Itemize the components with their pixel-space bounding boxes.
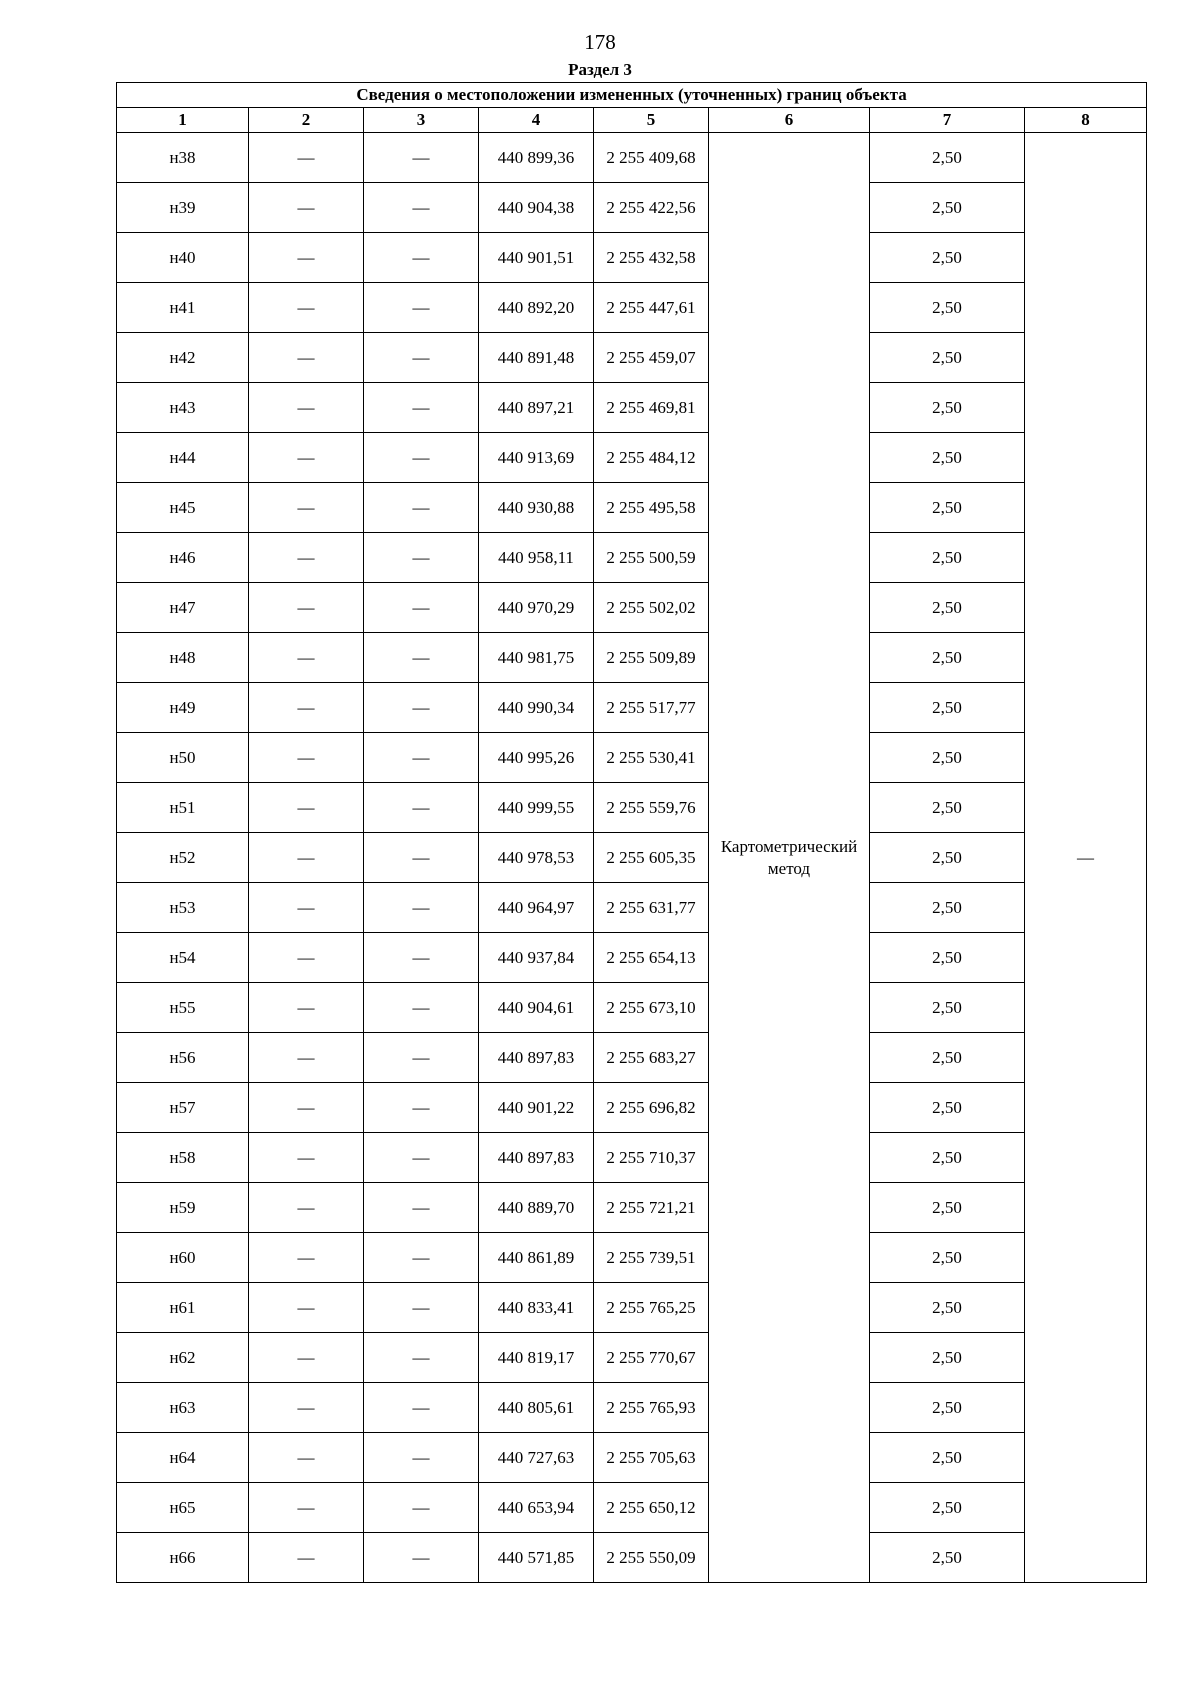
point-name-cell: н53 — [117, 883, 249, 933]
table-row — [117, 783, 1147, 833]
x-coordinate-cell: 440 889,70 — [479, 1183, 594, 1233]
column-3-cell: — — [364, 683, 479, 733]
y-coordinate-cell: 2 255 650,12 — [594, 1483, 709, 1533]
accuracy-cell: 2,50 — [870, 1533, 1025, 1583]
point-name-cell: н63 — [117, 1383, 249, 1433]
column-3-cell: — — [364, 1433, 479, 1483]
accuracy-cell: 2,50 — [870, 383, 1025, 433]
column-2-cell: — — [249, 483, 364, 533]
y-coordinate-cell: 2 255 673,10 — [594, 983, 709, 1033]
column-2-cell: — — [249, 1333, 364, 1383]
column-2-cell: — — [249, 883, 364, 933]
column-2-cell: — — [249, 133, 364, 183]
table-row — [117, 183, 1147, 233]
table-row — [117, 683, 1147, 733]
column-3-cell: — — [364, 1383, 479, 1433]
table-row — [117, 1333, 1147, 1383]
x-coordinate-cell: 440 653,94 — [479, 1483, 594, 1533]
point-name-cell: н58 — [117, 1133, 249, 1183]
x-coordinate-cell: 440 891,48 — [479, 333, 594, 383]
accuracy-cell: 2,50 — [870, 833, 1025, 883]
table-row — [117, 133, 1147, 183]
point-name-cell: н43 — [117, 383, 249, 433]
column-number-5: 5 — [594, 108, 709, 133]
column-3-cell: — — [364, 933, 479, 983]
table-row — [117, 333, 1147, 383]
page-number: 178 — [584, 30, 616, 54]
point-name-cell: н52 — [117, 833, 249, 883]
column-2-cell: — — [249, 283, 364, 333]
column-2-cell: — — [249, 733, 364, 783]
column-2-cell: — — [249, 1233, 364, 1283]
accuracy-cell: 2,50 — [870, 983, 1025, 1033]
column-3-cell: — — [364, 1533, 479, 1583]
table-row — [117, 983, 1147, 1033]
column-3-cell: — — [364, 1283, 479, 1333]
x-coordinate-cell: 440 901,22 — [479, 1083, 594, 1133]
y-coordinate-cell: 2 255 459,07 — [594, 333, 709, 383]
column-number-3: 3 — [364, 108, 479, 133]
x-coordinate-cell: 440 995,26 — [479, 733, 594, 783]
column-number-8: 8 — [1025, 108, 1147, 133]
y-coordinate-cell: 2 255 739,51 — [594, 1233, 709, 1283]
point-name-cell: н66 — [117, 1533, 249, 1583]
point-name-cell: н48 — [117, 633, 249, 683]
x-coordinate-cell: 440 901,51 — [479, 233, 594, 283]
table-row — [117, 383, 1147, 433]
point-name-cell: н62 — [117, 1333, 249, 1383]
column-number-row — [117, 108, 1147, 133]
column-2-cell: — — [249, 583, 364, 633]
accuracy-cell: 2,50 — [870, 1333, 1025, 1383]
table-row — [117, 883, 1147, 933]
x-coordinate-cell: 440 904,38 — [479, 183, 594, 233]
column-number-6: 6 — [709, 108, 870, 133]
accuracy-cell: 2,50 — [870, 283, 1025, 333]
point-name-cell: н38 — [117, 133, 249, 183]
column-3-cell: — — [364, 1083, 479, 1133]
column-2-cell: — — [249, 433, 364, 483]
boundary-table — [116, 82, 1147, 1583]
x-coordinate-cell: 440 978,53 — [479, 833, 594, 883]
y-coordinate-cell: 2 255 422,56 — [594, 183, 709, 233]
column-2-cell: — — [249, 783, 364, 833]
column-3-cell: — — [364, 383, 479, 433]
column-2-cell: — — [249, 633, 364, 683]
column-3-cell: — — [364, 483, 479, 533]
column-2-cell: — — [249, 233, 364, 283]
accuracy-cell: 2,50 — [870, 533, 1025, 583]
column-2-cell: — — [249, 833, 364, 883]
column-2-cell: — — [249, 683, 364, 733]
column-3-cell: — — [364, 433, 479, 483]
point-name-cell: н50 — [117, 733, 249, 783]
column-3-cell: — — [364, 133, 479, 183]
column-3-cell: — — [364, 233, 479, 283]
table-row — [117, 1483, 1147, 1533]
x-coordinate-cell: 440 990,34 — [479, 683, 594, 733]
table-row — [117, 1133, 1147, 1183]
accuracy-cell: 2,50 — [870, 1483, 1025, 1533]
y-coordinate-cell: 2 255 550,09 — [594, 1533, 709, 1583]
accuracy-cell: 2,50 — [870, 783, 1025, 833]
column-2-cell: — — [249, 1483, 364, 1533]
table-row — [117, 833, 1147, 883]
y-coordinate-cell: 2 255 530,41 — [594, 733, 709, 783]
section-title: Раздел 3 — [568, 60, 632, 79]
accuracy-cell: 2,50 — [870, 1283, 1025, 1333]
column-number-7: 7 — [870, 108, 1025, 133]
x-coordinate-cell: 440 970,29 — [479, 583, 594, 633]
column-3-cell: — — [364, 333, 479, 383]
table-row — [117, 633, 1147, 683]
y-coordinate-cell: 2 255 696,82 — [594, 1083, 709, 1133]
x-coordinate-cell: 440 937,84 — [479, 933, 594, 983]
x-coordinate-cell: 440 861,89 — [479, 1233, 594, 1283]
point-name-cell: н59 — [117, 1183, 249, 1233]
column-3-cell: — — [364, 783, 479, 833]
column-3-cell: — — [364, 1483, 479, 1533]
x-coordinate-cell: 440 819,17 — [479, 1333, 594, 1383]
y-coordinate-cell: 2 255 509,89 — [594, 633, 709, 683]
y-coordinate-cell: 2 255 409,68 — [594, 133, 709, 183]
accuracy-cell: 2,50 — [870, 883, 1025, 933]
point-name-cell: н39 — [117, 183, 249, 233]
x-coordinate-cell: 440 805,61 — [479, 1383, 594, 1433]
point-name-cell: н41 — [117, 283, 249, 333]
y-coordinate-cell: 2 255 765,93 — [594, 1383, 709, 1433]
point-name-cell: н42 — [117, 333, 249, 383]
x-coordinate-cell: 440 981,75 — [479, 633, 594, 683]
method-cell: Картометрический метод — [709, 133, 870, 1583]
accuracy-cell: 2,50 — [870, 1433, 1025, 1483]
column-2-cell: — — [249, 1433, 364, 1483]
accuracy-cell: 2,50 — [870, 933, 1025, 983]
accuracy-cell: 2,50 — [870, 1233, 1025, 1283]
y-coordinate-cell: 2 255 605,35 — [594, 833, 709, 883]
x-coordinate-cell: 440 571,85 — [479, 1533, 594, 1583]
column-3-cell: — — [364, 583, 479, 633]
x-coordinate-cell: 440 999,55 — [479, 783, 594, 833]
point-name-cell: н60 — [117, 1233, 249, 1283]
column-2-cell: — — [249, 933, 364, 983]
table-body — [117, 133, 1147, 1583]
column-2-cell: — — [249, 383, 364, 433]
accuracy-cell: 2,50 — [870, 633, 1025, 683]
column-2-cell: — — [249, 1533, 364, 1583]
table-row — [117, 233, 1147, 283]
point-name-cell: н49 — [117, 683, 249, 733]
point-name-cell: н54 — [117, 933, 249, 983]
accuracy-cell: 2,50 — [870, 1183, 1025, 1233]
table-row — [117, 283, 1147, 333]
accuracy-cell: 2,50 — [870, 333, 1025, 383]
column-2-cell: — — [249, 333, 364, 383]
column-3-cell: — — [364, 833, 479, 883]
accuracy-cell: 2,50 — [870, 1383, 1025, 1433]
point-name-cell: н65 — [117, 1483, 249, 1533]
column-3-cell: — — [364, 983, 479, 1033]
table-row — [117, 1083, 1147, 1133]
column-number-4: 4 — [479, 108, 594, 133]
column-2-cell: — — [249, 533, 364, 583]
accuracy-cell: 2,50 — [870, 433, 1025, 483]
table-row — [117, 1183, 1147, 1233]
x-coordinate-cell: 440 833,41 — [479, 1283, 594, 1333]
column-3-cell: — — [364, 1233, 479, 1283]
x-coordinate-cell: 440 897,83 — [479, 1033, 594, 1083]
accuracy-cell: 2,50 — [870, 483, 1025, 533]
table-row — [117, 1383, 1147, 1433]
y-coordinate-cell: 2 255 447,61 — [594, 283, 709, 333]
accuracy-cell: 2,50 — [870, 1133, 1025, 1183]
x-coordinate-cell: 440 899,36 — [479, 133, 594, 183]
column-3-cell: — — [364, 1333, 479, 1383]
table-row — [117, 933, 1147, 983]
y-coordinate-cell: 2 255 559,76 — [594, 783, 709, 833]
y-coordinate-cell: 2 255 484,12 — [594, 433, 709, 483]
y-coordinate-cell: 2 255 654,13 — [594, 933, 709, 983]
point-name-cell: н56 — [117, 1033, 249, 1083]
column-2-cell: — — [249, 1283, 364, 1333]
accuracy-cell: 2,50 — [870, 133, 1025, 183]
column-2-cell: — — [249, 1383, 364, 1433]
column-3-cell: — — [364, 1033, 479, 1083]
column-2-cell: — — [249, 183, 364, 233]
accuracy-cell: 2,50 — [870, 1033, 1025, 1083]
accuracy-cell: 2,50 — [870, 183, 1025, 233]
point-name-cell: н64 — [117, 1433, 249, 1483]
table-row — [117, 483, 1147, 533]
table-caption: Сведения о местоположении измененных (уточненных) границ объекта — [117, 83, 1147, 108]
table-row — [117, 1283, 1147, 1333]
point-name-cell: н57 — [117, 1083, 249, 1133]
table-row — [117, 1533, 1147, 1583]
y-coordinate-cell: 2 255 500,59 — [594, 533, 709, 583]
accuracy-cell: 2,50 — [870, 1083, 1025, 1133]
column-3-cell: — — [364, 883, 479, 933]
column-number-2: 2 — [249, 108, 364, 133]
column-2-cell: — — [249, 1083, 364, 1133]
table-row — [117, 733, 1147, 783]
point-name-cell: н40 — [117, 233, 249, 283]
table-row — [117, 433, 1147, 483]
x-coordinate-cell: 440 904,61 — [479, 983, 594, 1033]
table-row — [117, 1033, 1147, 1083]
y-coordinate-cell: 2 255 517,77 — [594, 683, 709, 733]
y-coordinate-cell: 2 255 631,77 — [594, 883, 709, 933]
column-3-cell: — — [364, 1183, 479, 1233]
column-2-cell: — — [249, 983, 364, 1033]
y-coordinate-cell: 2 255 469,81 — [594, 383, 709, 433]
x-coordinate-cell: 440 897,83 — [479, 1133, 594, 1183]
accuracy-cell: 2,50 — [870, 733, 1025, 783]
x-coordinate-cell: 440 727,63 — [479, 1433, 594, 1483]
accuracy-cell: 2,50 — [870, 683, 1025, 733]
y-coordinate-cell: 2 255 721,21 — [594, 1183, 709, 1233]
x-coordinate-cell: 440 897,21 — [479, 383, 594, 433]
y-coordinate-cell: 2 255 432,58 — [594, 233, 709, 283]
table-row — [117, 533, 1147, 583]
point-name-cell: н61 — [117, 1283, 249, 1333]
table-row — [117, 1233, 1147, 1283]
table-row — [117, 583, 1147, 633]
column-3-cell: — — [364, 183, 479, 233]
point-name-cell: н55 — [117, 983, 249, 1033]
x-coordinate-cell: 440 958,11 — [479, 533, 594, 583]
y-coordinate-cell: 2 255 770,67 — [594, 1333, 709, 1383]
column-3-cell: — — [364, 733, 479, 783]
column-3-cell: — — [364, 633, 479, 683]
column-2-cell: — — [249, 1033, 364, 1083]
column-3-cell: — — [364, 533, 479, 583]
y-coordinate-cell: 2 255 683,27 — [594, 1033, 709, 1083]
point-name-cell: н45 — [117, 483, 249, 533]
table-row — [117, 1433, 1147, 1483]
point-name-cell: н47 — [117, 583, 249, 633]
y-coordinate-cell: 2 255 495,58 — [594, 483, 709, 533]
accuracy-cell: 2,50 — [870, 233, 1025, 283]
column-number-1: 1 — [117, 108, 249, 133]
point-name-cell: н51 — [117, 783, 249, 833]
x-coordinate-cell: 440 964,97 — [479, 883, 594, 933]
y-coordinate-cell: 2 255 765,25 — [594, 1283, 709, 1333]
x-coordinate-cell: 440 913,69 — [479, 433, 594, 483]
point-name-cell: н46 — [117, 533, 249, 583]
x-coordinate-cell: 440 930,88 — [479, 483, 594, 533]
x-coordinate-cell: 440 892,20 — [479, 283, 594, 333]
column-2-cell: — — [249, 1183, 364, 1233]
y-coordinate-cell: 2 255 710,37 — [594, 1133, 709, 1183]
column-2-cell: — — [249, 1133, 364, 1183]
point-name-cell: н44 — [117, 433, 249, 483]
column-3-cell: — — [364, 283, 479, 333]
y-coordinate-cell: 2 255 502,02 — [594, 583, 709, 633]
column-3-cell: — — [364, 1133, 479, 1183]
accuracy-cell: 2,50 — [870, 583, 1025, 633]
column-8-cell: — — [1025, 133, 1147, 1583]
y-coordinate-cell: 2 255 705,63 — [594, 1433, 709, 1483]
